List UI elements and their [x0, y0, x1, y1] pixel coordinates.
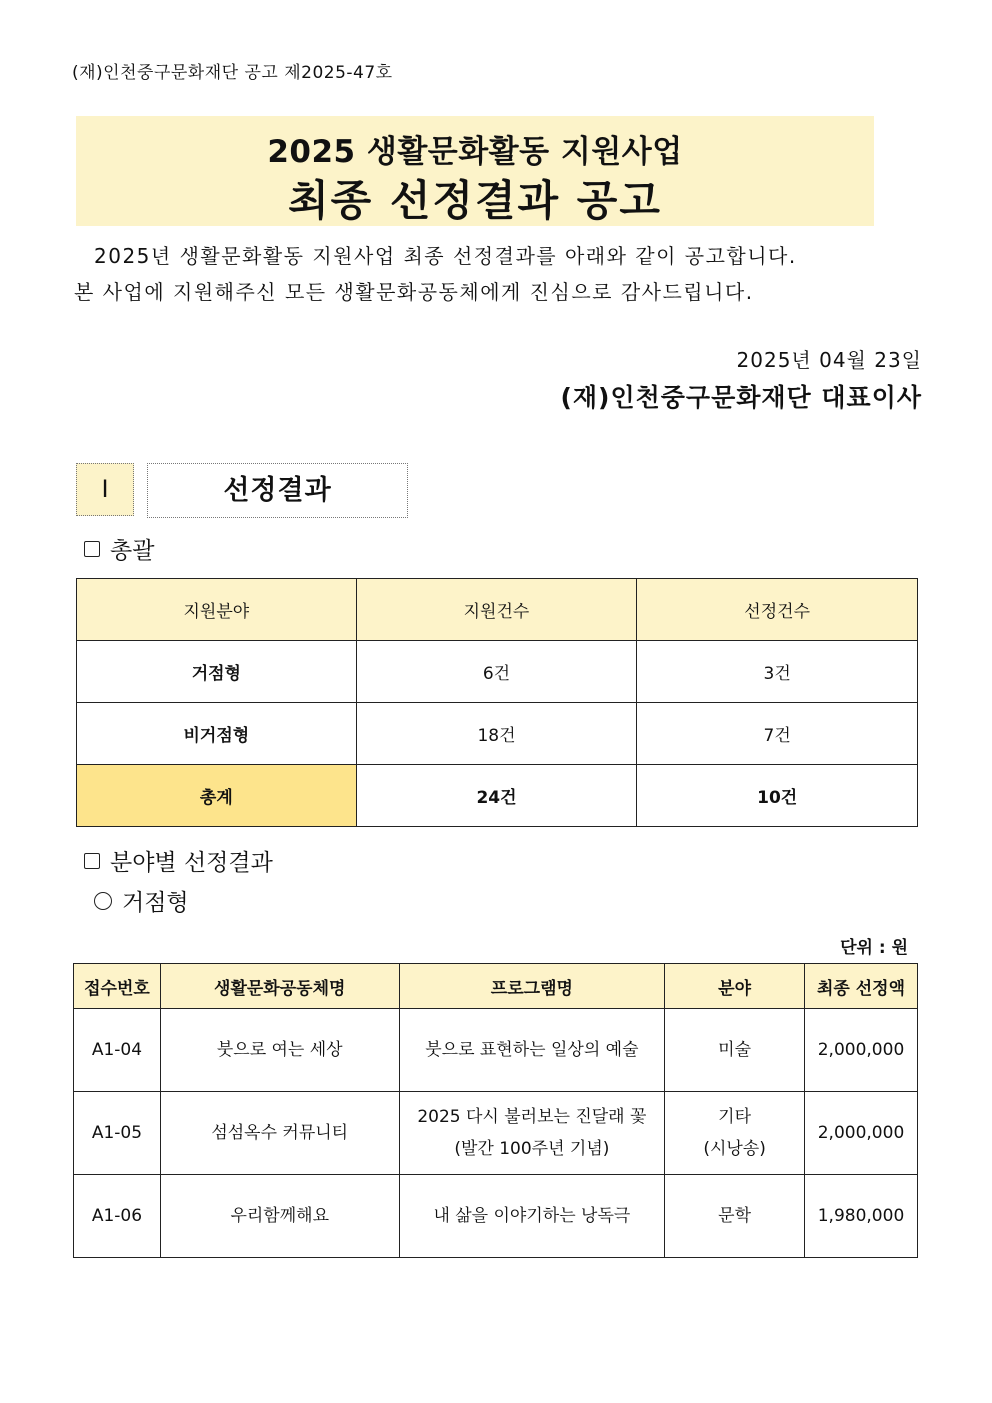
- community-name: 섬섬옥수 커뮤니티: [160, 1092, 399, 1175]
- final-amount: 2,000,000: [805, 1092, 918, 1175]
- organization-signature: (재)인천중구문화재단 대표이사: [560, 383, 922, 412]
- program-name: [399, 1092, 665, 1175]
- program-name-line: 붓으로 표현하는 일상의 예술: [425, 1040, 639, 1060]
- program-name: [399, 1175, 665, 1258]
- circle-bullet-icon: [94, 892, 112, 910]
- receipt-number: A1-05: [74, 1092, 161, 1175]
- by-field-subheading: [94, 884, 189, 917]
- summary-category: 거점형: [77, 641, 357, 703]
- unit-label: 단위 : 원: [840, 938, 908, 958]
- by-field-heading-label: 분야별 선정결과: [110, 850, 273, 876]
- summary-heading: [84, 532, 154, 565]
- field-name: 미술: [718, 1040, 752, 1060]
- field-detail: (시낭송): [703, 1139, 766, 1159]
- summary-total-applied: 24건: [356, 765, 637, 827]
- field-cell: [665, 1092, 805, 1175]
- program-name-line: 2025 다시 불러보는 진달래 꽃: [417, 1107, 647, 1127]
- selection-table: [73, 963, 918, 1258]
- intro-line-2: 본 사업에 지원해주신 모든 생활문화공동체에게 진심으로 감사드립니다.: [74, 280, 754, 304]
- title-banner: [76, 116, 874, 226]
- intro-paragraph: [74, 238, 922, 310]
- summary-header-cell: 지원분야: [77, 579, 357, 641]
- receipt-number: A1-06: [74, 1175, 161, 1258]
- field-name: 문학: [718, 1206, 752, 1226]
- summary-row: [77, 641, 918, 703]
- summary-total-selected: 10건: [637, 765, 918, 827]
- selection-header-cell: 프로그램명: [399, 964, 665, 1009]
- section-number: Ⅰ: [76, 463, 134, 516]
- community-name: 붓으로 여는 세상: [160, 1009, 399, 1092]
- by-field-heading: [84, 844, 273, 877]
- summary-header-cell: 지원건수: [356, 579, 637, 641]
- selection-row: [74, 1092, 918, 1175]
- summary-header-row: [77, 579, 918, 641]
- by-field-subheading-label: 거점형: [122, 890, 189, 916]
- summary-total-row: [77, 765, 918, 827]
- final-amount: 2,000,000: [805, 1009, 918, 1092]
- summary-heading-label: 총괄: [110, 538, 155, 564]
- selection-row: [74, 1009, 918, 1092]
- field-cell: [665, 1009, 805, 1092]
- summary-selected: 7건: [637, 703, 918, 765]
- selection-header-cell: 생활문화공동체명: [160, 964, 399, 1009]
- selection-header-row: [74, 964, 918, 1009]
- selection-header-cell: 최종 선정액: [805, 964, 918, 1009]
- summary-total-label: 총계: [77, 765, 357, 827]
- summary-category: 비거점형: [77, 703, 357, 765]
- notice-number: (재)인천중구문화재단 공고 제2025-47호: [72, 63, 393, 83]
- square-bullet-icon: [84, 541, 100, 557]
- title-line-2: 최종 선정결과 공고: [288, 176, 662, 225]
- field-cell: [665, 1175, 805, 1258]
- selection-header-cell: 접수번호: [74, 964, 161, 1009]
- section-title: 선정결과: [147, 463, 408, 518]
- summary-table: [76, 578, 918, 827]
- intro-line-1: 2025년 생활문화활동 지원사업 최종 선정결과를 아래와 같이 공고합니다.: [94, 244, 797, 268]
- receipt-number: A1-04: [74, 1009, 161, 1092]
- selection-row: [74, 1175, 918, 1258]
- field-name: 기타: [718, 1107, 752, 1127]
- community-name: 우리함께해요: [160, 1175, 399, 1258]
- program-name-line: 내 삶을 이야기하는 낭독극: [433, 1206, 631, 1226]
- summary-header-cell: 선정건수: [637, 579, 918, 641]
- program-name-line: (발간 100주년 기념): [454, 1139, 610, 1159]
- notice-date: 2025년 04월 23일: [736, 348, 922, 372]
- summary-applied: 6건: [356, 641, 637, 703]
- summary-selected: 3건: [637, 641, 918, 703]
- program-name: [399, 1009, 665, 1092]
- title-line-1: 2025 생활문화활동 지원사업: [267, 134, 683, 170]
- final-amount: 1,980,000: [805, 1175, 918, 1258]
- summary-applied: 18건: [356, 703, 637, 765]
- selection-header-cell: 분야: [665, 964, 805, 1009]
- square-bullet-icon: [84, 853, 100, 869]
- summary-row: [77, 703, 918, 765]
